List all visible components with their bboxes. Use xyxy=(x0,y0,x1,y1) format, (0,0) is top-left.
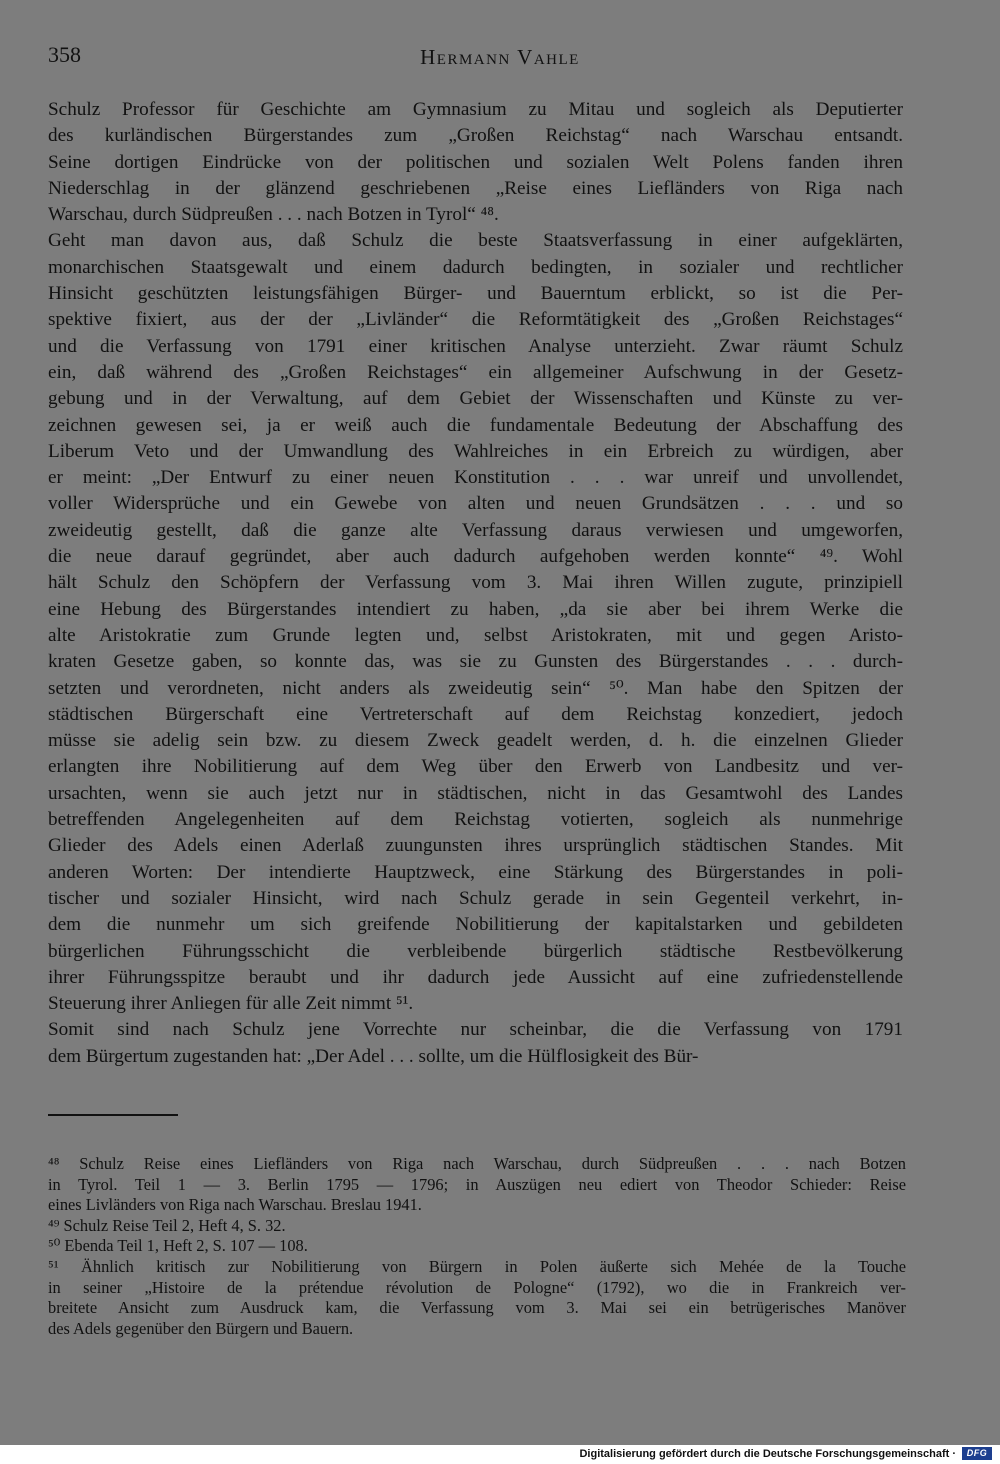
footnote-line: ⁵⁰ Ebenda Teil 1, Heft 2, S. 107 — 108. xyxy=(48,1236,308,1256)
footnote-line: ⁵¹ Ähnlich kritisch zur Nobilitierung von Bürgern in Polen äußerte sich Mehée de la Touche xyxy=(48,1256,906,1276)
footnote-separator xyxy=(48,1114,178,1116)
body-line: Liberum Veto und der Umwandlung des Wahlreiches in ein Erbreich zu würdigen, aber xyxy=(48,440,903,462)
body-line: setzten und verordneten, nicht anders als zweideutig sein“ ⁵⁰. Man habe den Spitzen der xyxy=(48,677,903,699)
body-line: und die Verfassung von 1791 einer kritischen Analyse unterzieht. Zwar räumt Schulz xyxy=(48,335,903,357)
footnote-line: des Adels gegenüber den Bürgern und Bauern. xyxy=(48,1318,354,1338)
body-line: alte Aristokratie zum Grunde legten und, selbst Aristokraten, mit und gegen Aristo- xyxy=(48,624,903,646)
dfg-logo[interactable]: DFG xyxy=(962,1447,992,1460)
body-line: dem Bürgertum zugestanden hat: „Der Adel . . . sollte, um die Hülflosigkeit des Bür- xyxy=(48,1045,699,1067)
body-line: monarchischen Staatsgewalt und einem dadurch bedingten, in sozialer und rechtlicher xyxy=(48,256,903,278)
footnote-line: in Tyrol. Teil 1 — 3. Berlin 1795 — 1796; in Auszügen neu ediert von Theodor Schieder: Reise xyxy=(48,1174,906,1194)
body-line: tischer und sozialer Hinsicht, wird nach Schulz gerade in sein Gegenteil verkehrt, in- xyxy=(48,887,903,909)
body-line: bürgerlichen Führungsschicht die verbleibende bürgerlich städtische Restbevölkerung xyxy=(48,940,903,962)
body-line: er meint: „Der Entwurf zu einer neuen Konstitution . . . war unreif und unvollendet, xyxy=(48,467,903,489)
body-line: ihrer Führungsspitze beraubt und ihr dadurch jede Aussicht auf eine zufriedenstellende xyxy=(48,966,903,988)
body-line: zweideutig gestellt, daß die ganze alte Verfassung daraus verwiesen und umgeworfen, xyxy=(48,519,903,541)
body-line: dem die nunmehr um sich greifende Nobilitierung der kapitalstarken und gebildeten xyxy=(48,914,903,936)
body-line: Geht man davon aus, daß Schulz die beste Staatsverfassung in einer aufgeklärten, xyxy=(48,230,903,252)
body-line: die neue darauf gegründet, aber auch dadurch aufgehoben werden konnte“ ⁴⁹. Wohl xyxy=(48,546,903,568)
footnote-line: ⁴⁹ Schulz Reise Teil 2, Heft 4, S. 32. xyxy=(48,1215,286,1235)
body-line: Niederschlag in der glänzend geschriebenen „Reise eines Liefländers von Riga nach xyxy=(48,177,903,199)
body-line: ursachten, wenn sie auch jetzt nur in städtischen, nicht in das Gesamtwohl des Landes xyxy=(48,782,903,804)
footnote-line: ⁴⁸ Schulz Reise eines Liefländers von Riga nach Warschau, durch Südpreußen . . . nach Botzen xyxy=(48,1154,906,1173)
body-line: des kurländischen Bürgerstandes zum „Großen Reichstag“ nach Warschau entsandt. xyxy=(48,125,903,147)
running-head: Hermann Vahle xyxy=(420,45,580,69)
body-line: Warschau, durch Südpreußen . . . nach Botzen in Tyrol“ ⁴⁸. xyxy=(48,204,499,226)
body-line: Hinsicht geschützten leistungsfähigen Bürger- und Bauerntum erblickt, so ist die Per- xyxy=(48,283,903,305)
body-line: Glieder des Adels einen Aderlaß zuungunsten ihres ursprünglich städtischen Standes. Mit xyxy=(48,835,903,857)
body-line: zeichnen gewesen sei, ja er weiß auch die fundamentale Bedeutung der Abschaffung des xyxy=(48,414,903,436)
body-line: Schulz Professor für Geschichte am Gymnasium zu Mitau und sogleich als Deputierter xyxy=(48,99,903,120)
body-line: voller Widersprüche und ein Gewebe von alten und neuen Grundsätzen . . . und so xyxy=(48,493,903,515)
body-line: betreffenden Angelegenheiten auf dem Reichstag votierten, sogleich als nunmehrige xyxy=(48,809,903,831)
body-line: städtischen Bürgerschaft eine Vertreterschaft auf dem Reichstag konzediert, jedoch xyxy=(48,703,903,725)
funding-credit: Digitalisierung gefördert durch die Deutsche Forschungsgemeinschaft · xyxy=(579,1448,956,1460)
body-line: spektive fixiert, aus der der „Livländer“ die Reformtätigkeit des „Großen Reichstages“ xyxy=(48,309,903,331)
body-line: kraten Gesetze gaben, so konnte das, was sie zu Gunsten des Bürgerstandes . . . durch- xyxy=(48,651,903,673)
footnote-line: eines Livländers von Riga nach Warschau. Breslau 1941. xyxy=(48,1195,422,1215)
footnote-line: in seiner „Histoire de la prétendue révolution de Pologne“ (1792), wo die in Frankreich ver- xyxy=(48,1277,906,1297)
footnote-line: breitete Ansicht zum Ausdruck kam, die Verfassung vom 3. Mai sei ein betrügerisches Manöver xyxy=(48,1298,906,1318)
page-number: 358 xyxy=(48,42,81,67)
body-line: Seine dortigen Eindrücke von der politischen und sozialen Welt Polens fanden ihren xyxy=(48,151,903,173)
body-line: hält Schulz den Schöpfern der Verfassung vom 3. Mai ihren Willen zugute, prinzipiell xyxy=(48,572,903,594)
body-line: müsse sie adelig sein bzw. zu diesem Zweck geadelt werden, d. h. die einzelnen Glieder xyxy=(48,730,903,752)
body-line: erlangten ihre Nobilitierung auf dem Weg über den Erwerb von Landbesitz und ver- xyxy=(48,756,903,778)
body-line: Somit sind nach Schulz jene Vorrechte nur scheinbar, die die Verfassung von 1791 xyxy=(48,1019,903,1041)
body-line: eine Hebung des Bürgerstandes intendiert zu haben, „da sie aber bei ihrem Werke die xyxy=(48,598,903,620)
footnotes xyxy=(48,1154,906,1339)
body-line: anderen Worten: Der intendierte Hauptzweck, eine Stärkung des Bürgerstandes in poli- xyxy=(48,861,903,883)
body-line: Steuerung ihrer Anliegen für alle Zeit nimmt ⁵¹. xyxy=(48,993,414,1015)
body-text xyxy=(48,97,903,1070)
body-line: ein, daß während des „Großen Reichstages“ ein allgemeiner Aufschwung in der Gesetz- xyxy=(48,361,903,383)
body-line: gebung und in der Verwaltung, auf dem Gebiet der Wissenschaften und Künste zu ver- xyxy=(48,388,903,410)
